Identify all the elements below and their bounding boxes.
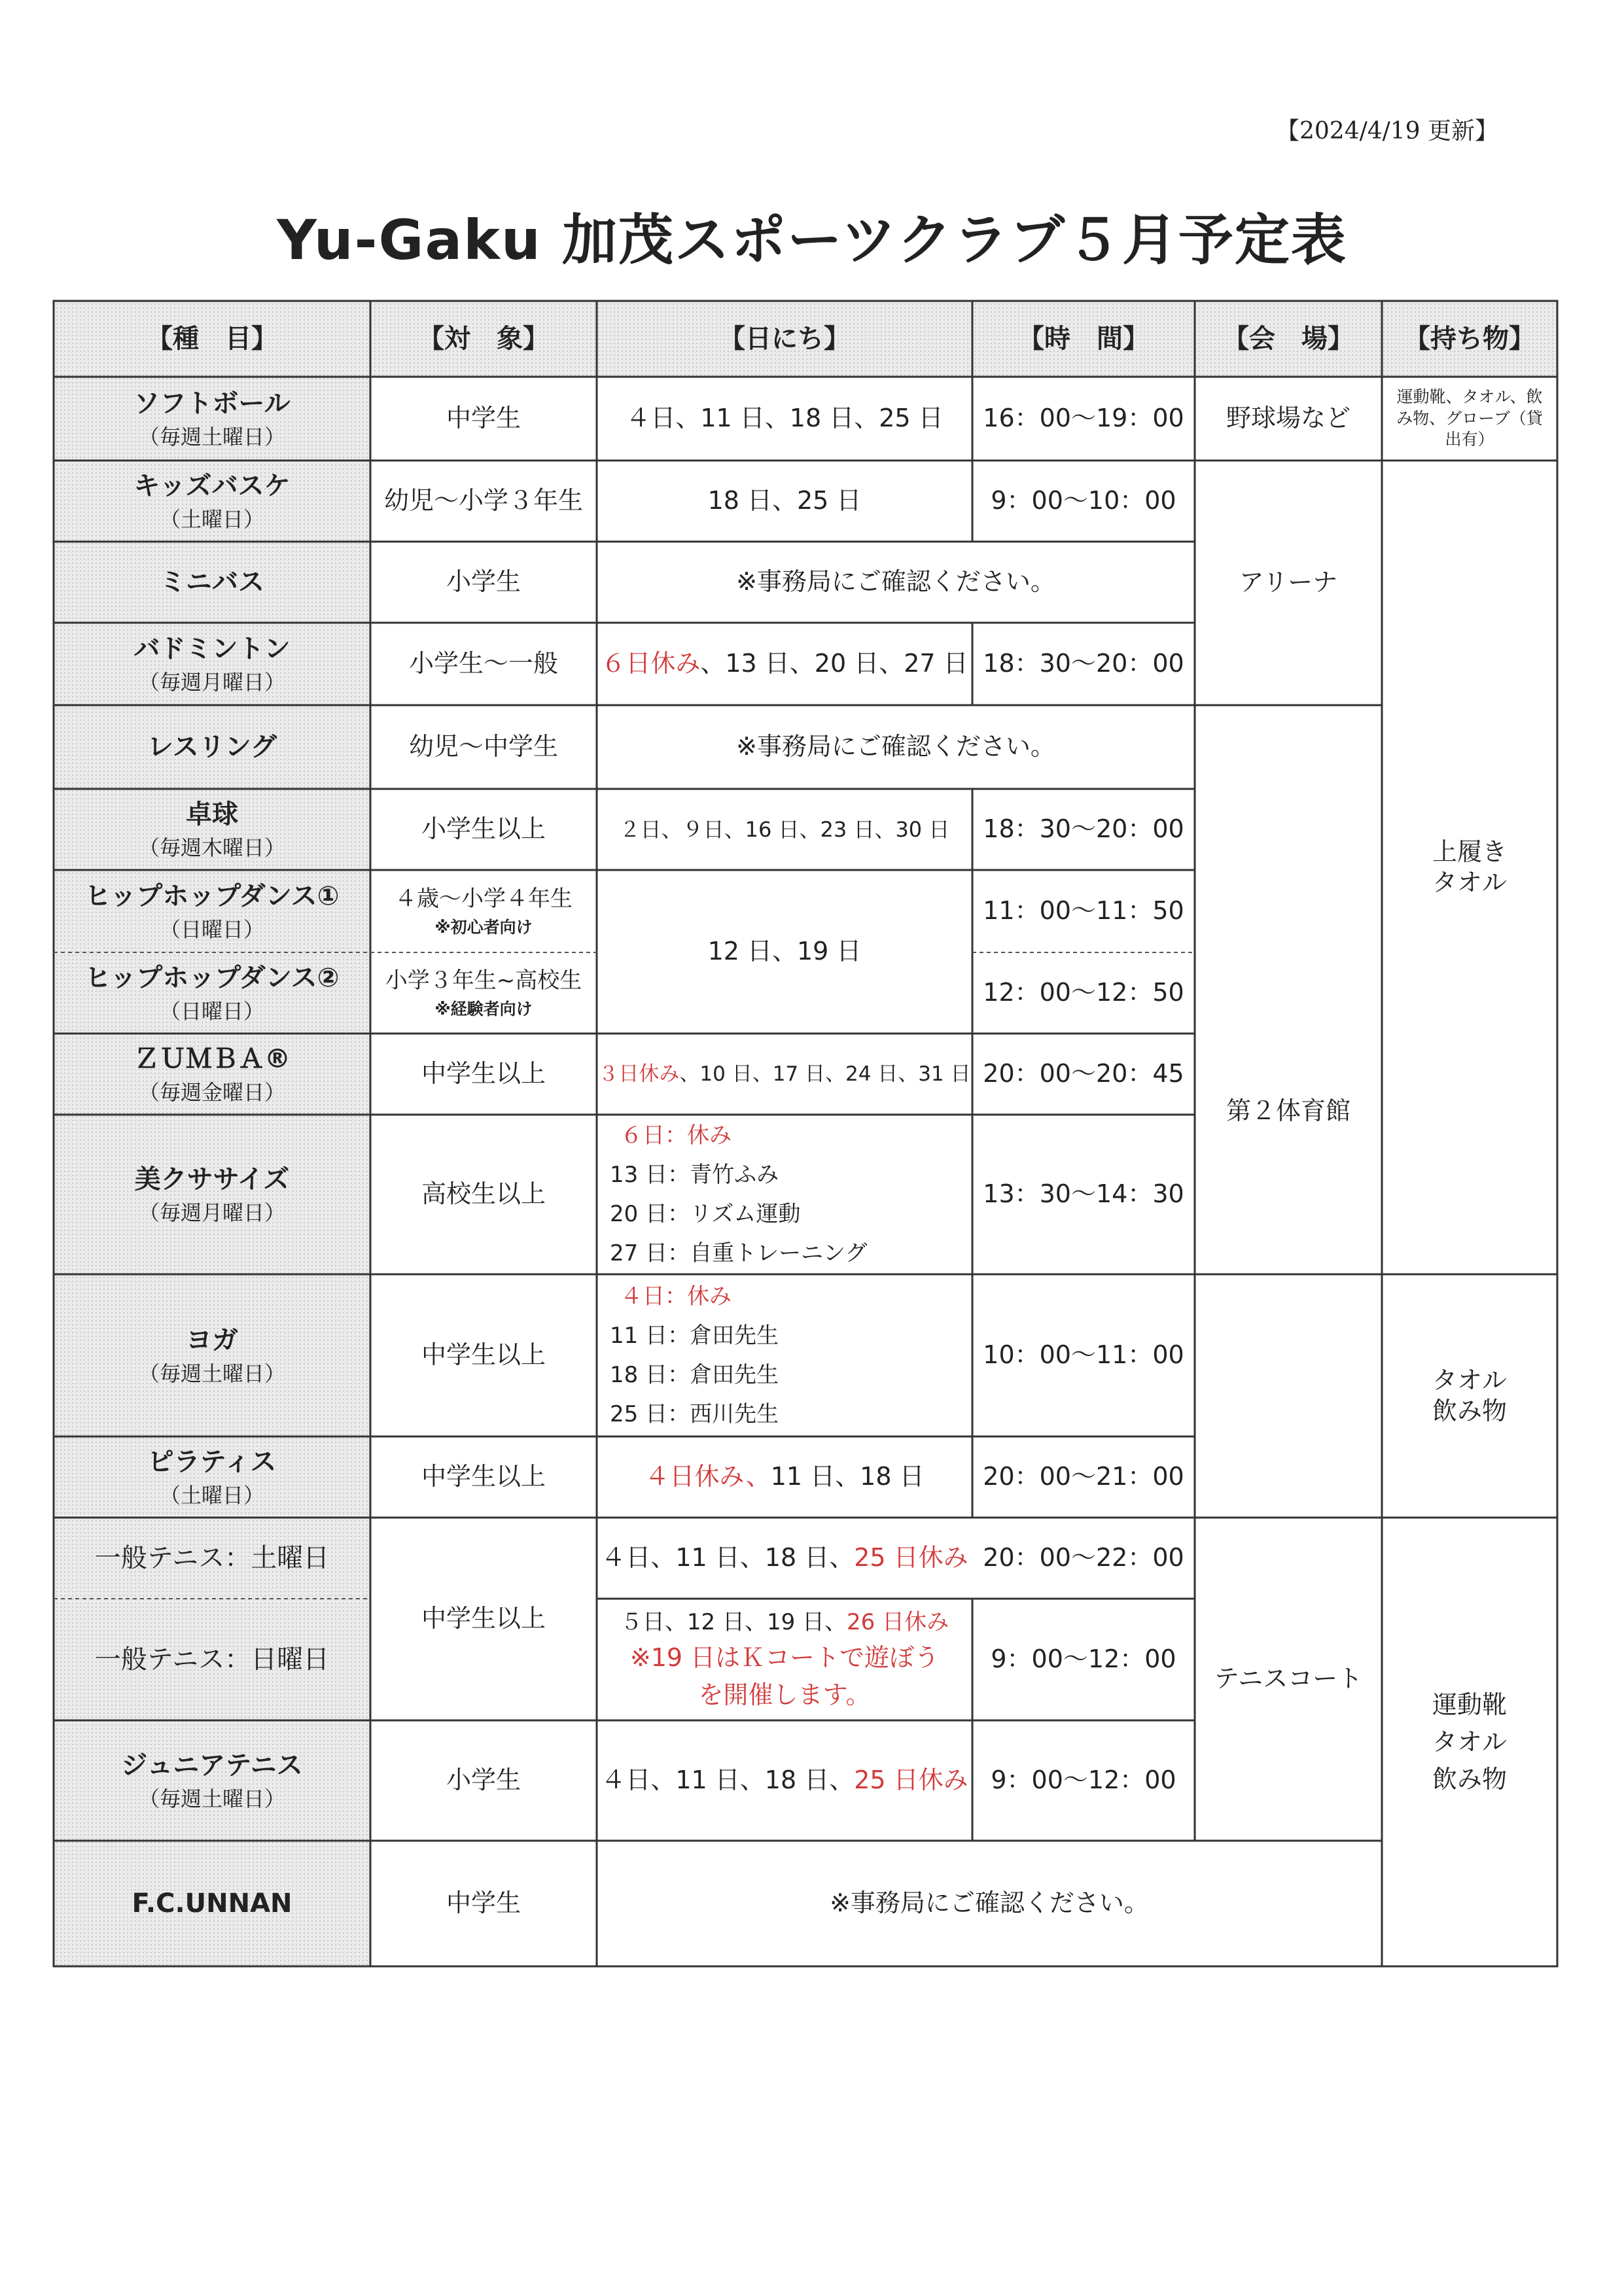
dates-bexercise (597, 1115, 972, 1274)
items-line: 上履き (1432, 837, 1507, 866)
target-wrestling: 幼児～中学生 (408, 732, 558, 761)
items-indoor (1382, 461, 1557, 1274)
items-yoga-pilates (1382, 1274, 1557, 1518)
dates-text: ５日、12 日、19 日、 (620, 1609, 847, 1635)
event-note: ※19 日はＫコートで遊ぼう (629, 1643, 940, 1672)
dates-text: 、13 日、20 日、27 日 (700, 649, 968, 678)
dates-table-tennis: ２日、９日、16 日、23 日、30 日 (619, 817, 950, 842)
items-line: 飲み物 (1432, 1764, 1507, 1794)
venue-softball: 野球場など (1226, 404, 1350, 433)
target-text: ４歳～小学４年生 (395, 886, 573, 913)
off-day-text: 25 日休み (854, 1543, 968, 1573)
target-note: ※初心者向け (434, 917, 533, 937)
event-tennis-saturday (54, 1518, 370, 1599)
event-yoga (54, 1274, 370, 1436)
header-items: 【持ち物】 (1404, 324, 1535, 354)
target-table-tennis: 小学生以上 (421, 814, 546, 844)
dates-softball: ４日、11 日、18 日、25 日 (626, 404, 944, 433)
items-line: タオル (1432, 868, 1507, 897)
event-pilates (54, 1436, 370, 1518)
schedule-line: ６日：休み (620, 1122, 732, 1149)
event-name: 美クササイズ (134, 1164, 290, 1194)
schedule-line: 27 日：自重トレーニング (610, 1240, 868, 1266)
items-line: 飲み物 (1432, 1397, 1507, 1425)
target-text: 小学３年生~高校生 (385, 967, 582, 994)
event-junior-tennis (54, 1720, 370, 1841)
time-tennis-saturday: 20：00～22：00 (983, 1543, 1184, 1573)
dates-wrestling: ※事務局にご確認ください。 (736, 732, 1055, 761)
event-minibasket (54, 542, 370, 623)
event-name: ジュニアテニス (121, 1750, 303, 1781)
time-zumba: 20：00～20：45 (983, 1059, 1184, 1088)
items-softball: 運動靴、タオル、飲み物、グローブ（貸出有） (1396, 387, 1543, 449)
event-name: キッズバスケ (133, 471, 291, 501)
time-junior-tennis: 9：00～12：00 (991, 1765, 1176, 1795)
time-badminton: 18：30～20：00 (983, 649, 1184, 678)
header-dates: 【日にち】 (719, 324, 850, 354)
event-name: ピラティス (147, 1447, 277, 1477)
schedule-line: 11 日：倉田先生 (610, 1323, 779, 1349)
event-bexercise (54, 1115, 370, 1274)
time-softball: 16：00～19：00 (983, 404, 1184, 433)
event-name: レスリング (147, 732, 277, 762)
event-note: を開催します。 (698, 1680, 871, 1709)
header-event: 【種 目】 (147, 324, 277, 354)
event-name: ヒップホップダンス① (84, 881, 340, 911)
schedule-line: 18 日：倉田先生 (610, 1362, 779, 1388)
schedule-line: 13 日：青竹ふみ (610, 1162, 779, 1188)
event-hiphop-2 (54, 952, 370, 1034)
event-schedule: （毎週土曜日） (138, 1786, 285, 1811)
schedule-line: ４日：休み (620, 1283, 732, 1310)
off-day-text: 26 日休み (847, 1609, 949, 1635)
dates-fc-unnan: ※事務局にご確認ください。 (830, 1888, 1149, 1918)
time-yoga: 10：00～11：00 (983, 1340, 1184, 1370)
event-name: 卓球 (186, 799, 238, 829)
event-schedule: （土曜日） (159, 507, 264, 532)
event-schedule: （毎週月曜日） (138, 670, 285, 695)
event-name: ソフトボール (133, 389, 291, 419)
event-fc-unnan (54, 1841, 370, 1966)
event-softball (54, 377, 370, 461)
dates-text: 、10 日、17 日、24 日、31 日 (679, 1062, 971, 1086)
dates-minibasket: ※事務局にご確認ください。 (736, 567, 1055, 597)
event-schedule: （日曜日） (159, 999, 264, 1024)
header-time: 【時 間】 (1018, 324, 1149, 354)
schedule-line: 20 日：リズム運動 (610, 1201, 801, 1227)
target-bexercise: 高校生以上 (421, 1179, 546, 1209)
time-kids-basket: 9：00～10：00 (991, 486, 1176, 515)
items-line: タオル (1432, 1727, 1507, 1756)
event-name: バドミントン (133, 634, 291, 664)
event-schedule: （毎週土曜日） (138, 425, 285, 449)
dates-tennis-sunday (597, 1599, 972, 1720)
target-yoga: 中学生以上 (421, 1340, 546, 1370)
event-name: 一般テニス：土曜日 (94, 1543, 330, 1573)
dates-pilates (597, 1436, 972, 1518)
dates-kids-basket: 18 日、25 日 (707, 486, 862, 515)
event-tennis-sunday (54, 1599, 370, 1720)
target-kids-basket: 幼児～小学３年生 (383, 486, 583, 515)
event-hiphop-1 (54, 870, 370, 952)
target-junior-tennis: 小学生 (446, 1765, 521, 1795)
time-bexercise: 13：30～14：30 (983, 1179, 1184, 1209)
target-zumba: 中学生以上 (421, 1059, 546, 1088)
event-name: ヨガ (186, 1325, 238, 1355)
target-softball: 中学生 (446, 404, 521, 433)
event-name: ヒップホップダンス② (84, 963, 340, 993)
time-table-tennis: 18：30～20：00 (983, 814, 1184, 844)
items-line: 運動靴 (1432, 1690, 1507, 1719)
dates-badminton (597, 623, 972, 705)
dates-junior-tennis (597, 1720, 972, 1841)
event-schedule: （日曜日） (159, 917, 264, 942)
dates-text: ４日、11 日、18 日、 (601, 1765, 855, 1795)
time-tennis-sunday: 9：00～12：00 (991, 1644, 1176, 1674)
event-name: ミニバス (160, 567, 264, 597)
dates-text: ４日、11 日、18 日、 (601, 1543, 855, 1573)
off-day-text: ６日休み (601, 649, 701, 678)
venue-gym-2: 第２体育館 (1226, 1096, 1350, 1126)
target-hiphop-1 (370, 870, 597, 952)
event-schedule: （毎週土曜日） (138, 1361, 285, 1386)
time-hiphop-2: 12：00～12：50 (983, 978, 1184, 1007)
off-day-text: 25 日休み (854, 1765, 968, 1795)
target-note: ※経験者向け (434, 999, 533, 1018)
event-schedule: （毎週月曜日） (138, 1200, 285, 1225)
update-date: 【2024/4/19 更新】 (1276, 118, 1499, 145)
dates-zumba (597, 1034, 972, 1115)
event-schedule: （毎週金曜日） (138, 1080, 285, 1105)
time-pilates: 20：00～21：00 (983, 1462, 1184, 1491)
items-line: タオル (1432, 1365, 1507, 1395)
dates-text: 11 日、18 日 (770, 1462, 925, 1491)
event-kids-basket (54, 461, 370, 542)
target-tennis: 中学生以上 (421, 1604, 546, 1633)
event-zumba (54, 1034, 370, 1115)
venue-tennis-court: テニスコート (1214, 1664, 1363, 1694)
event-table-tennis (54, 789, 370, 870)
event-name: 一般テニス：日曜日 (94, 1644, 330, 1675)
event-wrestling (54, 705, 370, 789)
venue-arena: アリーナ (1239, 568, 1338, 597)
event-schedule: （土曜日） (159, 1483, 264, 1508)
page-title: Yu-Gaku 加茂スポーツクラブ５月予定表 (277, 208, 1347, 272)
event-name: F.C.UNNAN (132, 1888, 292, 1919)
dates-hiphop: 12 日、19 日 (707, 937, 862, 966)
header-target: 【対 象】 (418, 324, 549, 354)
target-hiphop-2 (370, 952, 597, 1034)
event-name: ＺＵＭＢＡ® (133, 1044, 291, 1074)
dates-tennis-saturday (597, 1518, 972, 1599)
target-minibasket: 小学生 (446, 567, 521, 597)
schedule-line: 25 日：西川先生 (610, 1401, 779, 1427)
items-tennis (1382, 1518, 1557, 1966)
time-hiphop-1: 11：00～11：50 (983, 896, 1184, 926)
off-day-text: ３日休み (598, 1062, 680, 1086)
off-day-text: ４日休み、 (644, 1462, 771, 1491)
target-fc-unnan: 中学生 (446, 1888, 521, 1918)
target-badminton: 小学生～一般 (408, 649, 558, 678)
dates-yoga (597, 1274, 972, 1436)
header-venue: 【会 場】 (1223, 324, 1354, 354)
target-pilates: 中学生以上 (421, 1462, 546, 1491)
event-badminton (54, 623, 370, 705)
event-schedule: （毎週木曜日） (138, 835, 285, 860)
